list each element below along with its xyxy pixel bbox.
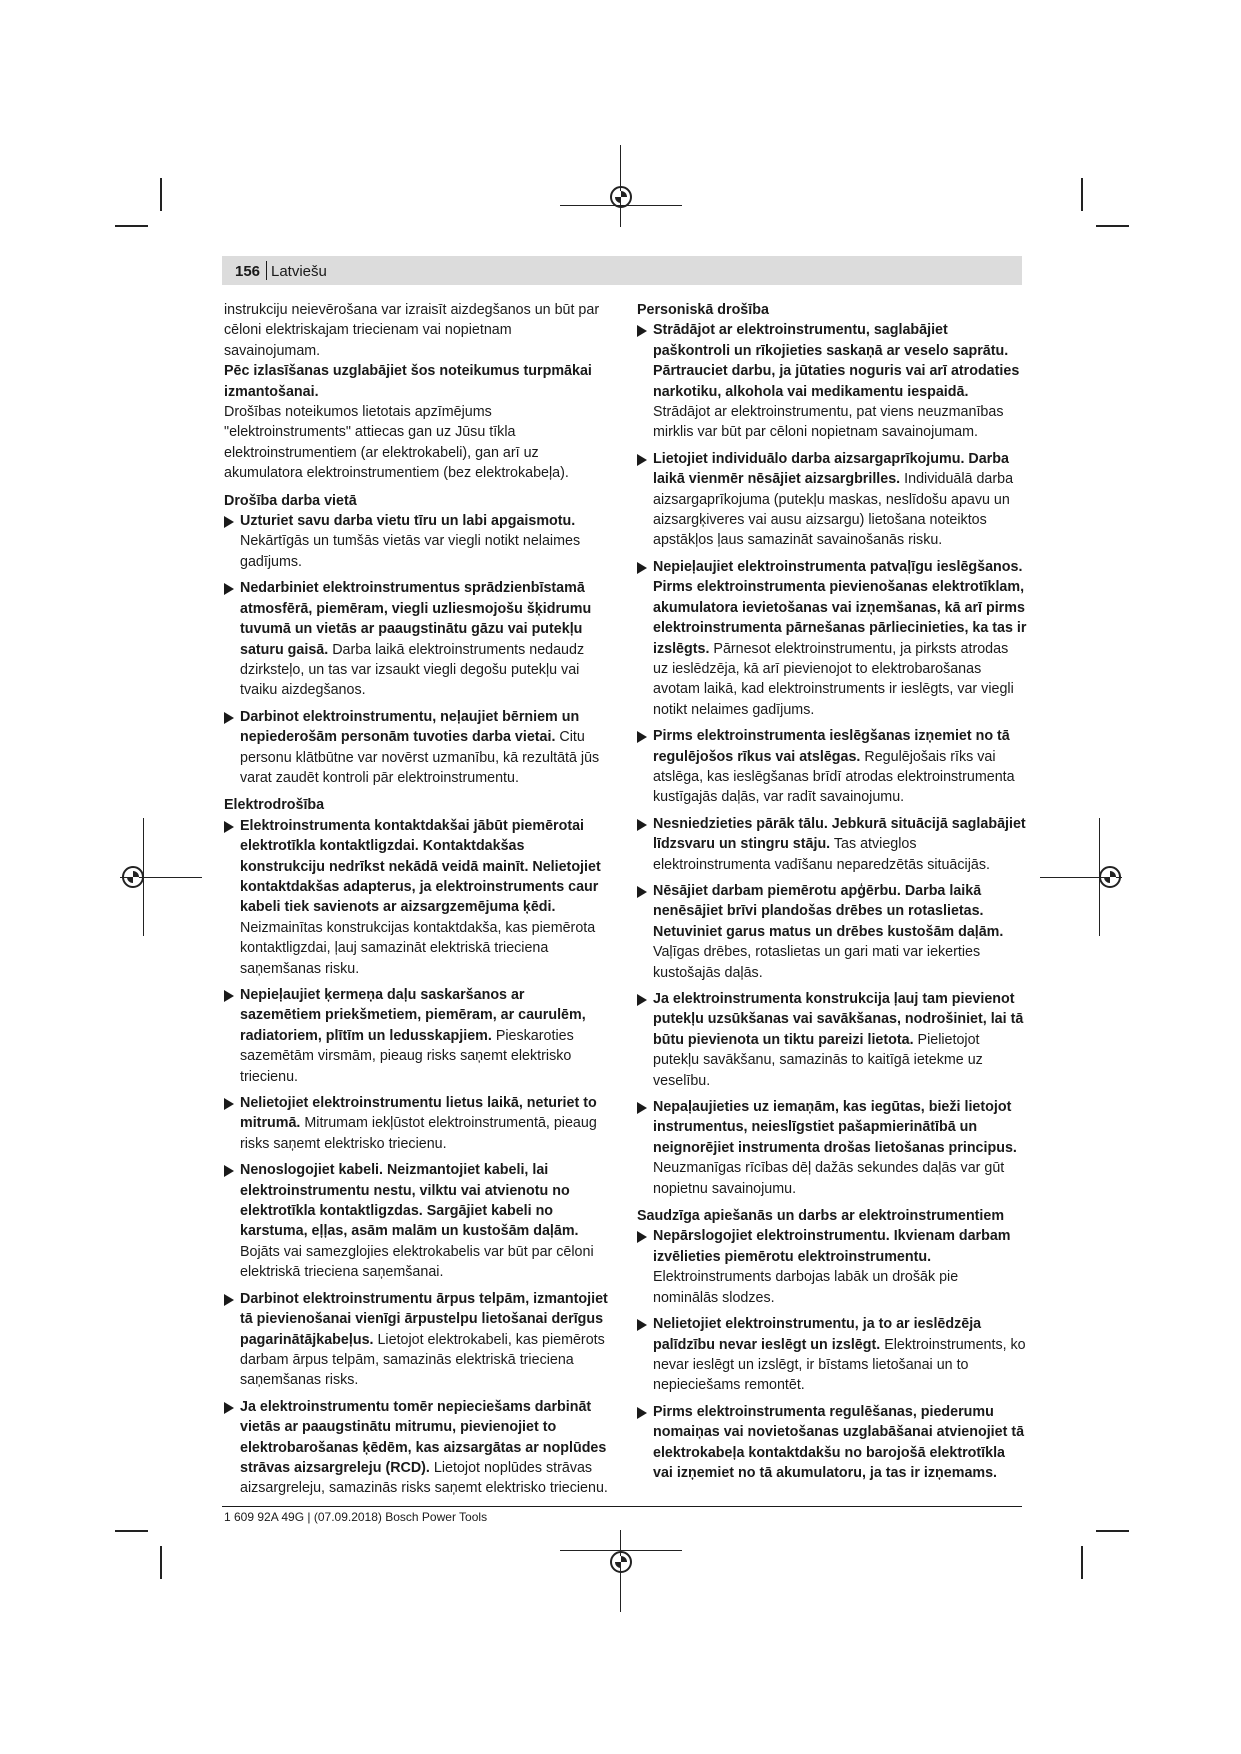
bullet-arrow-icon: [224, 516, 234, 528]
section-heading: Elektrodrošība: [224, 797, 325, 814]
list-item: Darbinot elektroinstrumentu, neļaujiet bērniem un nepiederošām personām tuvoties darba vietai. Citu personu klātbūtne var novērst uzmanību, kā rezultātā jūs varat zaudēt kontroli pār elektroinstrumentu.: [224, 707, 609, 789]
definition-text: Drošības noteikumos lietotais apzīmējums "elektroinstruments" attiecas gan uz Jūsu tīkla elektroinstrumentiem (ar elektrokabeli), gan arī uz akumulatora elektroinstrumentiem (bez elektrokabeļa).: [224, 404, 569, 482]
crop-mark-top-right-v: [1081, 178, 1083, 211]
list-item: Pirms elektroinstrumenta regulēšanas, piederumu nomaiņas vai novietošanas uzglabāšanai atvienojiet tā elektrokabeļa kontaktdakšu no barojošā elektrotīkla vai izņemiet no tā akumulatoru, ja tas ir izņemams.: [637, 1402, 1027, 1484]
safety-list: [224, 511, 609, 788]
list-item: Ja elektroinstrumenta konstrukcija ļauj tam pievienot putekļu uzsūkšanas vai savākšanas, nodrošiniet, lai tā būtu pievienota un tiktu pareizi lietota. Pielietojot putekļu savākšanu, samazinās to kaitīgā ietekme uz veselību.: [637, 989, 1027, 1091]
list-item: Nepieļaujiet elektroinstrumenta patvaļīgu ieslēgšanos. Pirms elektroinstrumenta pievienošanas elektrotīklam, akumulatora ievietošanas vai izņemšanas, kā arī pirms elektroinstrumenta pārnešanas pārliecinieties, ka tas ir izslēgts. Pārnesot elektroinstrumentu, ja pirksts atrodas uz ieslēdzēja, kā arī pievienojot to elektrobarošanas avotam laikā, kad elektroinstruments ir ieslēgts, var viegli notikt nelaimes gadījums.: [637, 557, 1027, 720]
bullet-arrow-icon: [224, 1165, 234, 1177]
footer-rule: [222, 1506, 1022, 1507]
bullet-arrow-icon: [637, 325, 647, 337]
left-column: [224, 300, 609, 1499]
list-item: Lietojiet individuālo darba aizsargaprīkojumu. Darba laikā vienmēr nēsājiet aizsargbrilles. Individuālā darba aizsargaprīkojuma (putekļu maskas, neslīdošu apavu un aizsargķiveres vai ausu aizsargu) lietošana noteiktos apstākļos ļaus samazināt savainošanās risku.: [637, 449, 1027, 551]
bullet-arrow-icon: [637, 1319, 647, 1331]
crop-mark-bottom-right-v: [1081, 1546, 1083, 1579]
list-item: Nepārslogojiet elektroinstrumentu. Ikvienam darbam izvēlieties piemērotu elektroinstrumentu. Elektroinstruments darbojas labāk un drošāk pie nominālās slodzes.: [637, 1226, 1027, 1308]
bullet-arrow-icon: [224, 990, 234, 1002]
list-item: Nepieļaujiet ķermeņa daļu saskaršanos ar sazemētiem priekšmetiem, piemēram, ar caurulēm, radiatoriem, plītīm un ledusskapjiem. Pieskaroties sazemētām virsmām, pieaug risks saņemt elektrisko triecienu.: [224, 985, 609, 1087]
bullet-arrow-icon: [224, 583, 234, 595]
section-heading: Personiskā drošība: [637, 302, 769, 318]
section-heading: Saudzīga apiešanās un darbs ar elektroinstrumentiem: [637, 1208, 1005, 1225]
safety-list: [637, 320, 1027, 1199]
list-item: Uzturiet savu darba vietu tīru un labi apgaismotu. Nekārtīgās un tumšās vietās var viegli notikt nelaimes gadījums.: [224, 511, 609, 572]
registration-target-right-icon: [1099, 866, 1121, 888]
bullet-arrow-icon: [637, 994, 647, 1006]
safety-list: [637, 1226, 1027, 1483]
registration-target-bottom-icon: [610, 1551, 632, 1573]
list-item: Nepaļaujieties uz iemaņām, kas iegūtas, bieži lietojot instrumentus, neieslīgstiet pašapmierinātībā un neignorējiet instrumenta drošas lietošanas principus. Neuzmanīgas rīcības dēļ dažās sekundes daļās var gūt nopietnu savainojumu.: [637, 1097, 1027, 1199]
bullet-arrow-icon: [637, 562, 647, 574]
list-item: Pirms elektroinstrumenta ieslēgšanas izņemiet no tā regulējošos rīkus vai atslēgas. Regulējošais rīks vai atslēga, kas ieslēgšanas brīdī atrodas elektroinstrumenta kustīgajās daļās, var radīt savainojumu.: [637, 726, 1027, 808]
section-heading: Drošība darba vietā: [224, 492, 357, 509]
bullet-arrow-icon: [224, 1294, 234, 1306]
crop-mark-top-left-v: [160, 178, 162, 211]
bullet-arrow-icon: [224, 712, 234, 724]
bullet-arrow-icon: [637, 1102, 647, 1114]
page-language: Latviešu: [271, 263, 327, 280]
list-item: Nelietojiet elektroinstrumentu, ja to ar ieslēdzēja palīdzību nevar ieslēgt un izslēgt. Elektroinstruments, ko nevar ieslēgt un izslēgt, ir bīstams lietošanai un to nepieciešams remontēt.: [637, 1314, 1027, 1396]
list-item: Strādājot ar elektroinstrumentu, saglabājiet paškontroli un rīkojieties saskaņā ar veselo saprātu. Pārtrauciet darbu, ja jūtaties noguris vai arī atrodaties narkotiku, alkohola vai medikamentu iespaidā. Strādājot ar elektroinstrumentu, pat viens neuzmanības mirklis var būt par cēloni nopietnam savainojumam.: [637, 320, 1027, 442]
bullet-arrow-icon: [224, 1402, 234, 1414]
registration-target-left-icon: [122, 866, 144, 888]
list-item: Nenoslogojiet kabeli. Neizmantojiet kabeli, lai elektroinstrumentu nestu, vilktu vai atvienotu no elektrotīkla kontaktligzdas. Sargājiet kabeli no karstuma, eļļas, asām malām un kustošām daļām. Bojāts vai samezglojies elektrokabelis var būt par cēloni elektriskā trieciena saņemšanai.: [224, 1160, 609, 1282]
right-column: [637, 300, 1027, 1483]
safety-list: [224, 816, 609, 1499]
header-divider: [266, 261, 267, 280]
save-instructions-heading: Pēc izlasīšanas uzglabājiet šos noteikumus turpmākai izmantošanai.: [224, 363, 592, 400]
page-header-bar: [222, 256, 1022, 285]
crop-mark-top-right-h: [1096, 225, 1129, 227]
list-item: Ja elektroinstrumentu tomēr nepieciešams darbināt vietās ar paaugstinātu mitrumu, pievienojiet to elektrobarošanas ķēdēm, kas aizsargātas ar noplūdes strāvas aizsargreleju (RCD). Lietojot noplūdes strāvas aizsargreleju, samazinās risks saņemt elektrisko triecienu.: [224, 1397, 609, 1499]
bullet-arrow-icon: [224, 821, 234, 833]
bullet-arrow-icon: [637, 886, 647, 898]
crop-mark-bottom-left-v: [160, 1546, 162, 1579]
list-item: Elektroinstrumenta kontaktdakšai jābūt piemērotai elektrotīkla kontaktligzdai. Kontaktdakšas konstrukciju nedrīkst nekādā veidā mainīt. Nelietojiet kontaktdakšas adapterus, ja elektroinstruments caur kabeli tiek savienots ar aizsargzemējuma ķēdi. Neizmainītas konstrukcijas kontaktdakša, kas piemērota kontaktligzdai, ļauj samazināt elektriskā trieciena saņemšanas risku.: [224, 816, 609, 979]
list-item: Nedarbiniet elektroinstrumentus sprādzienbīstamā atmosfērā, piemēram, viegli uzliesmojošu šķidrumu tuvumā un vietās ar paaugstinātu gāzu vai putekļu saturu gaisā. Darba laikā elektroinstruments nedaudz dzirksteļo, un tas var izsaukt viegli degošu putekļu vai tvaiku aizdegšanos.: [224, 578, 609, 700]
list-item: Nesniedzieties pārāk tālu. Jebkurā situācijā saglabājiet līdzsvaru un stingru stāju. Tas atvieglos elektroinstrumenta vadīšanu neparedzētās situācijās.: [637, 814, 1027, 875]
bullet-arrow-icon: [637, 454, 647, 466]
crop-mark-bottom-right-h: [1096, 1530, 1129, 1532]
crop-mark-top-left-h: [115, 225, 148, 227]
crop-mark-bottom-left-h: [115, 1530, 148, 1532]
registration-target-top-icon: [610, 186, 632, 208]
page-footer: 1 609 92A 49G | (07.09.2018) Bosch Power Tools: [224, 1510, 488, 1524]
page-number: 156: [235, 263, 261, 280]
list-item: Darbinot elektroinstrumentu ārpus telpām, izmantojiet tā pievienošanai vienīgi ārpustelpu lietošanai derīgus pagarinātājkabeļus. Lietojot elektrokabeli, kas piemērots darbam ārpus telpām, samazinās elektriskā trieciena saņemšanas risks.: [224, 1289, 609, 1391]
bullet-arrow-icon: [224, 1098, 234, 1110]
bullet-arrow-icon: [637, 731, 647, 743]
intro-text: instrukciju neievērošana var izraisīt aizdegšanos un būt par cēloni elektriskajam triecienam vai nopietnam savainojumam.: [224, 302, 600, 359]
bullet-arrow-icon: [637, 1231, 647, 1243]
bullet-arrow-icon: [637, 1407, 647, 1419]
list-item: Nēsājiet darbam piemērotu apģērbu. Darba laikā nenēsājiet brīvi plandošas drēbes un rotaslietas. Netuviniet garus matus un drēbes kustošām daļām. Vaļīgas drēbes, rotaslietas un gari mati var iekerties kustošajās daļās.: [637, 881, 1027, 983]
list-item: Nelietojiet elektroinstrumentu lietus laikā, neturiet to mitrumā. Mitrumam iekļūstot elektroinstrumentā, pieaug risks saņemt elektrisko triecienu.: [224, 1093, 609, 1154]
bullet-arrow-icon: [637, 819, 647, 831]
